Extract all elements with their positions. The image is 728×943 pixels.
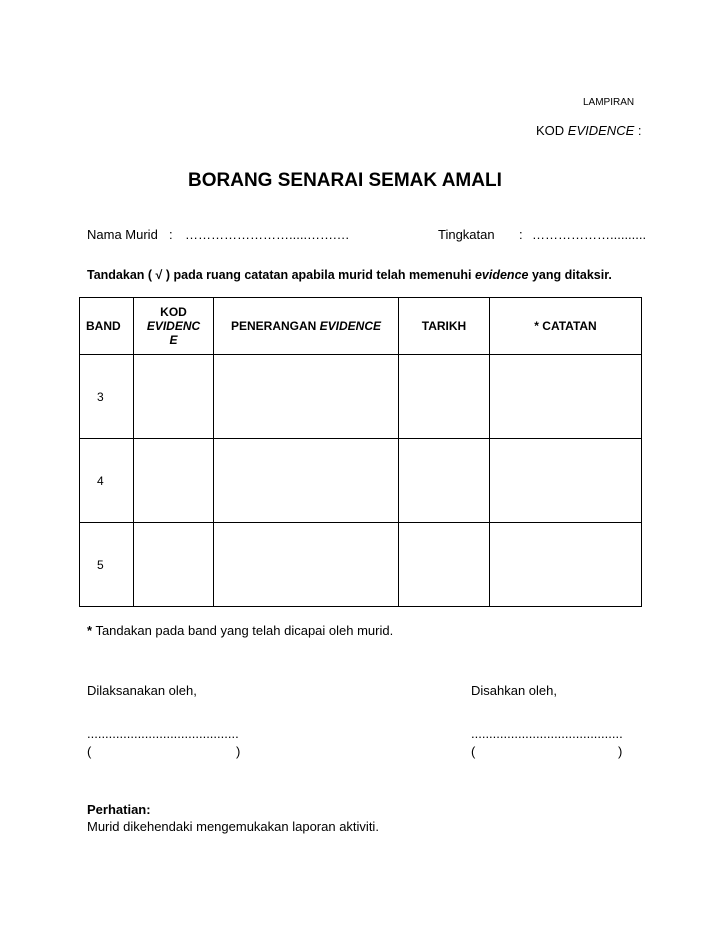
right-name-open-paren: ( [471,744,476,759]
checklist-table [79,297,642,607]
tingkatan-field: ……………….......... [532,227,647,242]
catatan-cell[interactable] [490,523,642,607]
left-name-close-paren: ) [236,744,241,759]
nama-murid-colon: : [169,227,173,242]
header-kod-line2: EVIDENC [146,319,201,333]
penerangan-cell[interactable] [214,523,399,607]
kod-evidence-cell[interactable] [134,439,214,523]
header-kod-evidence [134,298,214,355]
penerangan-cell[interactable] [214,355,399,439]
dilaksanakan-label: Dilaksanakan oleh, [87,683,197,698]
footnote-text: Tandakan pada band yang telah dicapai oleh murid. [92,623,394,638]
header-band: BAND [80,298,134,355]
form-title: BORANG SENARAI SEMAK AMALI [188,170,502,191]
instruction-text [87,268,612,282]
catatan-cell[interactable] [490,439,642,523]
header-kod-line3: E [169,333,178,347]
kod-evidence-cell[interactable] [134,355,214,439]
header-kod-line1: KOD [160,305,187,319]
nama-murid-label: Nama Murid [87,227,158,242]
instruction-italic: evidence [474,268,529,282]
band-cell: 5 [80,523,134,607]
table-row [80,355,642,439]
header-tarikh: TARIKH [399,298,490,355]
header-penerangan-italic: EVIDENCE [319,319,382,333]
catatan-cell[interactable] [490,355,642,439]
tingkatan-label: Tingkatan [438,227,495,242]
footnote-star: * [87,623,93,638]
perhatian-text: Murid dikehendaki mengemukakan laporan aktiviti. [87,819,379,834]
header-penerangan-text: PENERANGAN [230,319,320,333]
tarikh-cell[interactable] [399,355,490,439]
band-cell: 3 [80,355,134,439]
lampiran-label: LAMPIRAN [583,97,635,108]
perhatian-title: Perhatian: [87,802,151,817]
table-row [80,439,642,523]
header-penerangan [214,298,399,355]
tingkatan-colon: : [519,227,523,242]
kod-evidence-cell[interactable] [134,523,214,607]
left-signature-line: .......................................... [87,726,239,741]
right-name-close-paren: ) [618,744,623,759]
disahkan-label: Disahkan oleh, [471,683,557,698]
penerangan-cell[interactable] [214,439,399,523]
instruction-part1: Tandakan ( √ ) pada ruang catatan apabila murid telah memenuhi [87,268,475,282]
band-cell: 4 [80,439,134,523]
tarikh-cell[interactable] [399,439,490,523]
kod-evidence-label [536,123,642,138]
nama-murid-field: …………………….....…….… [185,227,350,242]
instruction-part2: yang ditaksir. [528,268,612,282]
right-signature-line: .......................................... [471,726,623,741]
tarikh-cell[interactable] [399,523,490,607]
left-name-open-paren: ( [87,744,92,759]
footnote [87,623,393,638]
table-header-row [80,298,642,355]
kod-label-italic: EVIDENCE [567,123,635,138]
table-row [80,523,642,607]
kod-label-colon: : [634,123,642,138]
kod-label: KOD [536,123,568,138]
header-catatan: * CATATAN [490,298,642,355]
